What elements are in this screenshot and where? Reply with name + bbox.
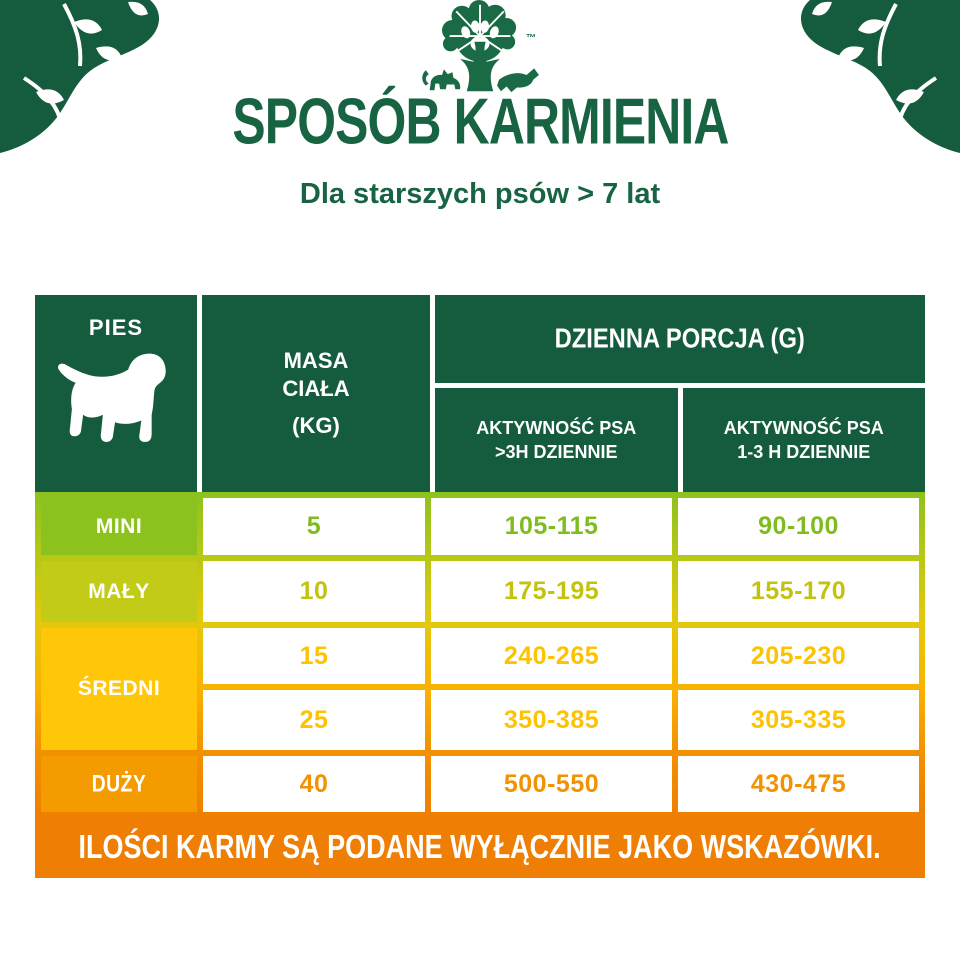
- header-cell-activity-high: AKTYWNOŚĆ PSA >3H DZIENNIE: [435, 388, 678, 492]
- feeding-table: [35, 295, 925, 878]
- pies-label: PIES: [88, 315, 144, 340]
- cell-weight: 40: [203, 756, 425, 812]
- cell-portion-high: 105-115: [431, 498, 672, 555]
- cell-weight: 25: [203, 690, 425, 750]
- header-cell-pies: [35, 295, 197, 492]
- cell-weight: 5: [203, 498, 425, 555]
- page-subtitle: Dla starszych psów > 7 lat: [299, 178, 661, 210]
- trademark-symbol: ™: [526, 33, 536, 44]
- tree-paw-cat-dog-logo-icon: [385, 0, 575, 95]
- brand-logo: [385, 0, 575, 95]
- header-group-porcja: [435, 295, 925, 492]
- table-body: [35, 492, 925, 818]
- row-label-maly: MAŁY: [41, 561, 197, 622]
- footnote-bar: ILOŚCI KARMY SĄ PODANE WYŁĄCZNIE JAKO WSKAZÓWKI.: [35, 818, 925, 878]
- cell-portion-low: 305-335: [678, 690, 919, 750]
- cell-portion-high: 240-265: [431, 628, 672, 684]
- row-label-mini: MINI: [41, 498, 197, 555]
- cell-portion-high: 175-195: [431, 561, 672, 622]
- cell-portion-low: 205-230: [678, 628, 919, 684]
- cell-portion-low: 430-475: [678, 756, 919, 812]
- header-cell-porcja: DZIENNA PORCJA (G): [435, 295, 925, 383]
- header-cell-activity-low: AKTYWNOŚĆ PSA 1-3 H DZIENNIE: [683, 388, 926, 492]
- page-title: SPOSÓB KARMIENIA: [231, 85, 729, 158]
- cell-weight: 10: [203, 561, 425, 622]
- row-label-duzy: DUŻY: [41, 756, 197, 812]
- cell-portion-low: 90-100: [678, 498, 919, 555]
- header-cell-masa: [202, 295, 430, 492]
- masa-line: (KG): [292, 412, 340, 438]
- header-subrow: [435, 388, 925, 492]
- masa-line: CIAŁA: [282, 376, 350, 402]
- cell-portion-high: 350-385: [431, 690, 672, 750]
- table-header: [35, 295, 925, 492]
- cell-portion-high: 500-550: [431, 756, 672, 812]
- masa-line: MASA: [283, 347, 349, 373]
- dog-silhouette-icon: [55, 349, 177, 448]
- cell-portion-low: 155-170: [678, 561, 919, 622]
- row-label-sredni: ŚREDNI: [41, 628, 197, 750]
- cell-weight: 15: [203, 628, 425, 684]
